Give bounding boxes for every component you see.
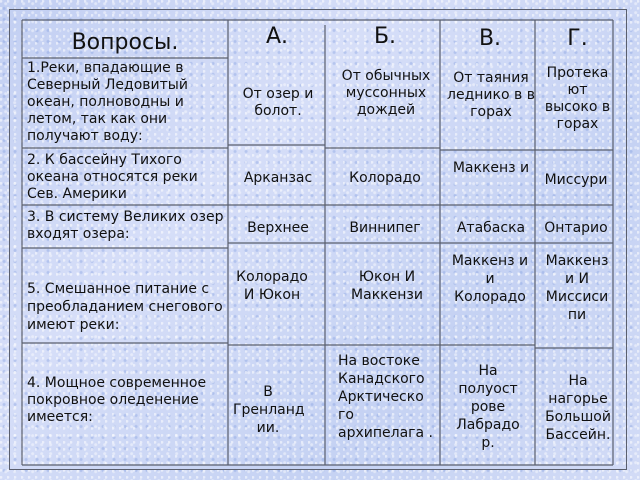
answer-1-g: Протека ют высоко в горах — [544, 65, 611, 132]
header-g: Г. — [567, 26, 588, 51]
question-5: 5. Смешанное питание с преобладанием снегового имеют реки: — [27, 281, 223, 333]
answer-2-g: Миссури — [544, 172, 608, 188]
answer-4-a: В Гренланд ии. — [233, 384, 305, 436]
answer-5-v: Маккенз и и Колорадо — [451, 253, 529, 305]
question-2: 2. К бассейну Тихого океана относятся реки Сев. Америки — [27, 152, 198, 202]
answer-1-a: От озер и болот. — [242, 86, 314, 119]
answer-4-v: На полуост рове Лабрадо р. — [456, 363, 520, 451]
answer-2-b: Колорадо — [349, 170, 421, 186]
answer-5-b: Юкон И Маккензи — [351, 269, 423, 303]
header-b: Б. — [373, 24, 397, 49]
answer-2-v: Маккенз и — [452, 160, 530, 176]
question-3: 3. В систему Великих озер входят озера: — [27, 209, 224, 242]
answer-2-a: Арканзас — [243, 170, 313, 186]
header-v: В. — [478, 26, 502, 51]
question-1: 1.Реки, впадающие в Северный Ледовитый океан, полноводны и летом, так как они получают воду: — [27, 60, 188, 144]
answer-1-b: От обычных муссонных дождей — [341, 68, 431, 118]
answer-3-a: Верхнее — [247, 220, 309, 236]
answer-4-g: На нагорье Большой Бассейн. — [545, 373, 611, 443]
answer-4-b: На востоке Канадского Арктическо го архипелага . — [338, 353, 433, 441]
answer-3-v: Атабаска — [456, 220, 526, 236]
answer-5-a: Колорадо И Юкон — [236, 269, 308, 303]
answer-1-v: От таяния леднико в в горах — [447, 70, 535, 120]
question-4: 4. Мощное современное покровное оледенение имеется: — [27, 375, 207, 425]
header-a: А. — [265, 24, 289, 49]
answer-5-g: Маккенз и И Миссиси пи — [545, 253, 609, 323]
answer-3-g: Онтарио — [544, 220, 608, 236]
answer-3-b: Виннипег — [349, 220, 421, 236]
header-questions: Вопросы. — [71, 30, 179, 55]
